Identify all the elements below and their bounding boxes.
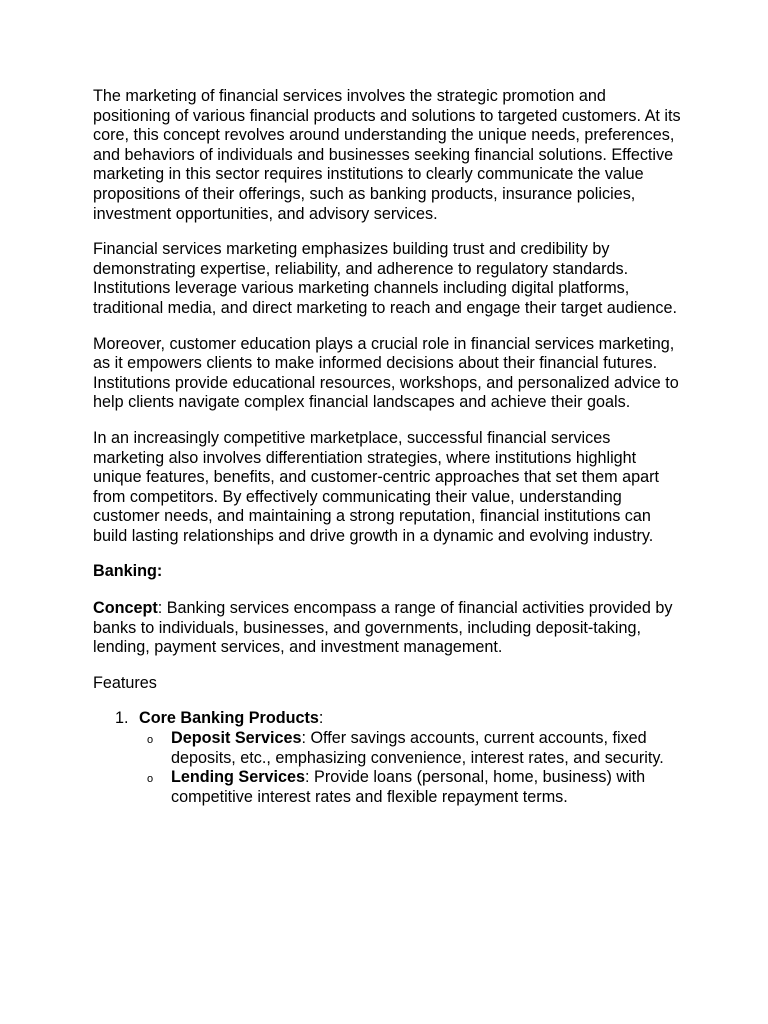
paragraph-education: Moreover, customer education plays a crucial role in financial services marketing, as it empowers clients to make informed decisions about their financial futures. Institutions provide educational resources, workshops, and personalized advice to help clients navigate complex financial landscapes and achieve their goals.: [93, 334, 679, 412]
paragraph-differentiation: In an increasingly competitive marketplace, successful financial services marketing also involves differentiation strategies, where institutions highlight unique features, benefits, and customer-centric approaches that set them apart from competitors. By effectively communicating their value, understanding customer needs, and maintaining a strong reputation, financial institutions can build lasting relationships and drive growth in a dynamic and evolving industry.: [93, 428, 659, 545]
sub-list-item: [139, 768, 683, 807]
list-item-title-suffix: :: [318, 709, 324, 728]
sub-list-item: [139, 729, 683, 768]
document-page: [93, 87, 683, 807]
section-heading-banking: Banking:: [93, 562, 163, 581]
paragraph-trust: Financial services marketing emphasizes building trust and credibility by demonstrating expertise, reliability, and adherence to regulatory standards. Institutions leverage various marketing channels including digital platforms, traditional media, and direct marketing to reach and engage their target audience.: [93, 240, 678, 317]
list-item: [93, 709, 683, 807]
concept-text: : Banking services encompass a range of financial activities provided by banks to individuals, businesses, and governments, including deposit-taking, lending, payment services, and investment management.: [93, 599, 673, 657]
sub-list: [139, 729, 683, 807]
sub-item-title: Lending Services: [171, 768, 306, 787]
bullet-icon: o: [147, 773, 154, 786]
sub-item-text: : Provide loans (personal, home, business) with competitive interest rates and flexible repayment terms.: [171, 768, 646, 806]
paragraph-concept: [93, 599, 683, 658]
concept-label: Concept: [93, 599, 158, 618]
bullet-icon: o: [147, 734, 154, 747]
paragraph-intro: The marketing of financial services involves the strategic promotion and positioning of various financial products and solutions to targeted customers. At its core, this concept revolves around understanding the unique needs, preferences, and behaviors of individuals and businesses seeking financial solutions. Effective marketing in this sector requires institutions to clearly communicate the value propositions of their offerings, such as banking products, insurance policies, investment opportunities, and advisory services.: [93, 87, 681, 223]
sub-item-title: Deposit Services: [171, 729, 302, 748]
features-list: [93, 709, 683, 807]
features-label: Features: [93, 673, 157, 692]
sub-item-text: : Offer savings accounts, current accounts, fixed deposits, etc., emphasizing convenience, interest rates, and security.: [171, 729, 664, 767]
list-number: 1.: [115, 709, 129, 728]
list-item-title: Core Banking Products: [139, 709, 319, 728]
